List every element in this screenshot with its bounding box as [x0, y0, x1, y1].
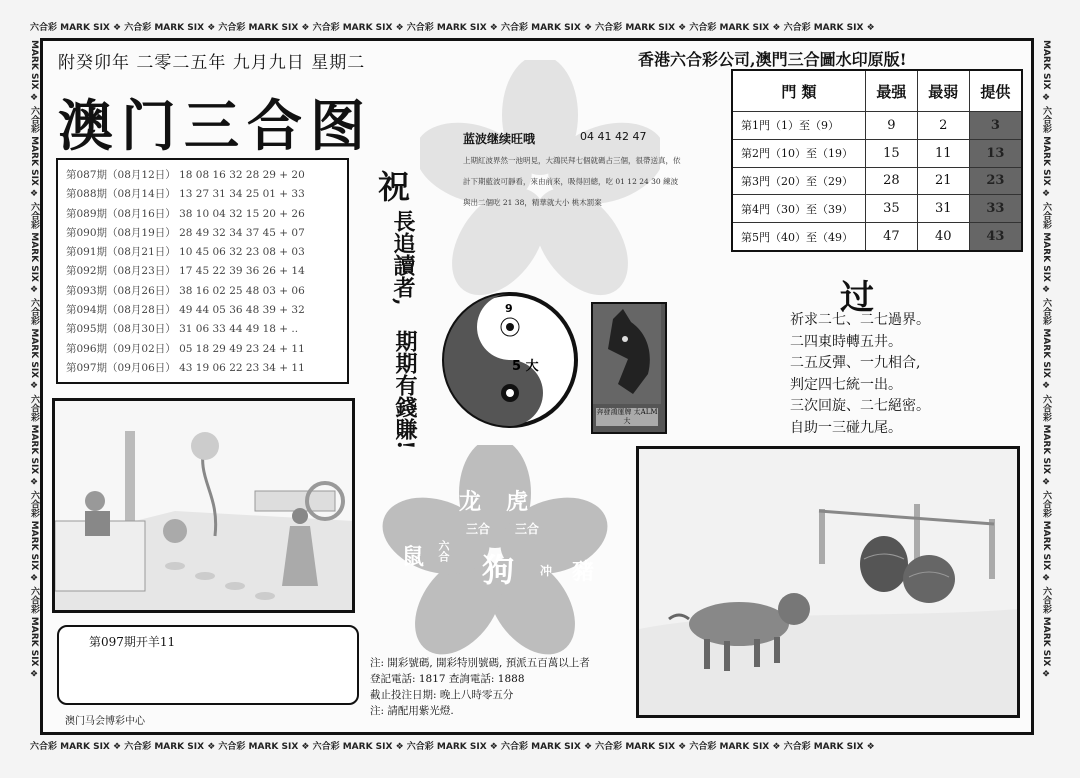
zodiac-liuhe: 六合 [437, 540, 450, 562]
horse-head-icon [593, 304, 661, 404]
rules-line-1: 注: 開彩號碼, 開彩特別號碼, 預派五百萬以上者 [370, 657, 590, 669]
headline: 香港六合彩公司,澳門三合圖水印原版! [638, 50, 907, 69]
rules-line-2: 登記電話: 1817 查詢電話: 1888 [370, 673, 525, 685]
result-row: 第091期（08月21日） 10 45 06 32 23 08 + 03 [66, 246, 305, 259]
rules-line-4: 注: 請配用紫光燈. [370, 705, 454, 717]
courtyard-scene-image [55, 401, 355, 613]
border-left-strip: MARK SIX ❖ 六合彩 MARK SIX ❖ 六合彩 MARK SIX ❖ 六合彩 MARK SIX ❖ 六合彩 MARK SIX ❖ 六合彩 MARK SIX ❖ 六合彩 MARK SIX ❖ [29, 40, 39, 680]
result-note: 第097期开羊11 [89, 635, 176, 649]
strong-value: 28 [865, 167, 917, 195]
zodiac-gou: 狗 [482, 551, 515, 589]
footer-center-name: 澳门马会博彩中心 [65, 716, 145, 727]
door-label: 第3門（20）至（29） [732, 167, 865, 195]
zodiac-zhu: 豬 [572, 560, 595, 585]
yinyang-top-number: 9 [505, 302, 513, 315]
door-table-header: 最强 [865, 70, 917, 112]
border-bottom-strip: 六合彩 MARK SIX ❖ 六合彩 MARK SIX ❖ 六合彩 MARK SIX ❖ 六合彩 MARK SIX ❖ 六合彩 MARK SIX ❖ 六合彩 MARK SIX ❖ 六合彩 MARK SIX ❖ 六合彩 MARK SIX ❖ 六合彩 MARK SIX ❖ [30, 742, 875, 752]
rules-block [370, 655, 590, 719]
door-label: 第2門（10）至（19） [732, 139, 865, 167]
horse-caption: 奔發鴻運牌 太ALM 大 [596, 408, 658, 425]
illustration-right [636, 446, 1020, 718]
result-row: 第097期（09月06日） 43 19 06 22 23 34 + 11 [66, 361, 305, 374]
table-row [732, 167, 1022, 195]
door-table [731, 69, 1023, 252]
table-row [732, 223, 1022, 252]
table-row [732, 139, 1022, 167]
poem-line: 自助一三碰九尾。 [790, 419, 902, 436]
weak-value: 21 [917, 167, 969, 195]
door-table-header: 提供 [969, 70, 1022, 112]
give-value: 13 [969, 139, 1022, 167]
zodiac-chong: 冲 [540, 564, 553, 578]
yin-yang-icon [440, 290, 580, 430]
blessing-zhu: 祝 [378, 168, 411, 206]
tip-numbers: 04 41 42 47 [580, 130, 647, 143]
give-value: 33 [969, 195, 1022, 223]
weak-value: 11 [917, 139, 969, 167]
blessing-line-2: 期期有錢賺! [392, 330, 418, 450]
lunar-date: 附癸卯年 二零二五年 九月九日 星期二 [58, 53, 366, 73]
result-row: 第087期（08月12日） 18 08 16 32 28 29 + 20 [66, 169, 305, 181]
tip-title: 蓝波继续旺哦 [463, 132, 536, 146]
border-top-strip: 六合彩 MARK SIX ❖ 六合彩 MARK SIX ❖ 六合彩 MARK SIX ❖ 六合彩 MARK SIX ❖ 六合彩 MARK SIX ❖ 六合彩 MARK SIX ❖ 六合彩 MARK SIX ❖ 六合彩 MARK SIX ❖ 六合彩 MARK SIX ❖ [30, 23, 875, 33]
zodiac-sanhe-right: 三合 [515, 522, 540, 536]
zodiac-sanhe-left: 三合 [466, 522, 491, 536]
result-row: 第096期（09月02日） 05 18 29 49 23 24 + 11 [66, 342, 305, 355]
result-row: 第094期（08月28日） 49 44 05 36 48 39 + 32 [66, 304, 305, 317]
give-value: 3 [969, 112, 1022, 140]
door-label: 第4門（30）至（39） [732, 195, 865, 223]
weak-value: 2 [917, 112, 969, 140]
poem-line: 二五反彈、一九相合, [790, 355, 921, 371]
door-table-header: 最弱 [917, 70, 969, 112]
door-label: 第1門（1）至（9） [732, 112, 865, 140]
give-value: 23 [969, 167, 1022, 195]
blessing-line-1: 長追讀者, [390, 210, 416, 306]
result-row: 第089期（08月16日） 38 10 04 32 15 20 + 26 [66, 207, 305, 220]
strong-value: 47 [865, 223, 917, 252]
strong-value: 9 [865, 112, 917, 140]
poem-line: 二四東時轉五井。 [790, 333, 902, 350]
zodiac-hu: 虎 [506, 490, 529, 515]
weak-value: 31 [917, 195, 969, 223]
poem-line: 祈求二七、二七過界。 [790, 312, 930, 328]
weak-value: 40 [917, 223, 969, 252]
strong-value: 15 [865, 139, 917, 167]
result-row: 第090期（08月19日） 28 49 32 34 37 45 + 07 [66, 226, 305, 239]
border-right-strip: MARK SIX ❖ 六合彩 MARK SIX ❖ 六合彩 MARK SIX ❖ 六合彩 MARK SIX ❖ 六合彩 MARK SIX ❖ 六合彩 MARK SIX ❖ 六合彩 MARK SIX ❖ [1041, 40, 1051, 680]
poem [790, 310, 930, 439]
zodiac-shu: 鼠 [402, 545, 425, 570]
result-row: 第092期（08月23日） 17 45 22 39 36 26 + 14 [66, 265, 305, 278]
result-row: 第093期（08月26日） 38 16 02 25 48 03 + 06 [66, 284, 305, 297]
table-row [732, 195, 1022, 223]
result-row: 第095期（08月30日） 31 06 33 44 49 18 + .. [66, 323, 299, 336]
table-row [732, 112, 1022, 140]
poem-title: 过 [840, 278, 874, 318]
illustration-left [52, 398, 355, 613]
poem-line: 三次回旋、二七絕密。 [790, 398, 930, 414]
rules-line-3: 截止投注日期: 晚上八時零五分 [370, 689, 514, 701]
result-note-box [57, 625, 359, 705]
yinyang-label: 5 大 [512, 359, 539, 374]
zodiac-long: 龙 [459, 490, 482, 515]
page-title: 澳门三合图 [58, 94, 374, 158]
tip-text: 上期紅波界然一池明見，大鴻民拜七個就碼占三個，很帶送真，依計下期藍波可靜看，來由前來，吸得回總，吃 01 12 24 30 練波與出二個吃 21 38，精華就大小 桃木罰案 [463, 156, 681, 207]
strong-value: 35 [865, 195, 917, 223]
give-value: 43 [969, 223, 1022, 252]
poem-line: 判定四七統一出。 [790, 376, 902, 393]
horse-card [591, 302, 667, 434]
door-table-header: 門 類 [732, 70, 865, 112]
pig-melon-scene-image [639, 449, 1019, 717]
door-label: 第5門（40）至（49） [732, 223, 865, 252]
result-row: 第088期（08月14日） 13 27 31 34 25 01 + 33 [66, 188, 305, 201]
results-list [56, 158, 349, 384]
